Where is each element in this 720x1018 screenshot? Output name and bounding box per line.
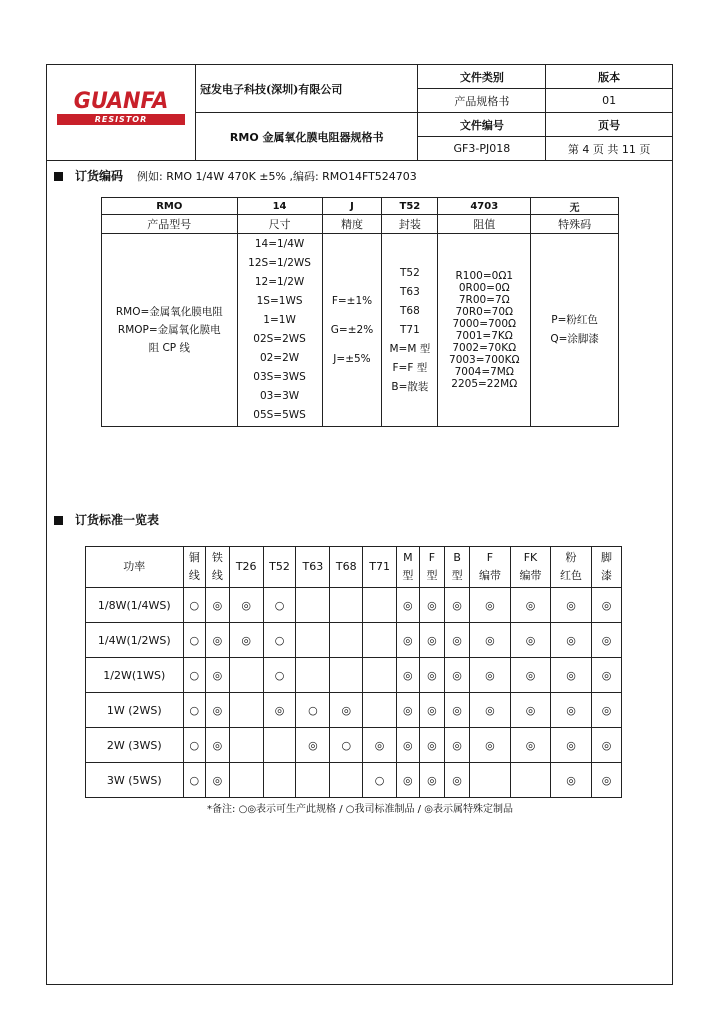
double-circle-icon: ◎ [263,693,296,728]
empty-cell [330,658,363,693]
std-header-line1: T63 [302,560,324,573]
circle-icon: ○ [183,728,206,763]
std-header-line2: 型 [402,569,414,582]
empty-cell [363,658,397,693]
std-header-line2: 线 [188,569,200,582]
package-option: M=M 型 [389,342,431,355]
tolerance-option: J=±5% [333,352,371,365]
std-header-cell [510,547,550,588]
model-option: 阻 CP 线 [148,342,190,354]
resistance-option: 70R0=70Ω [455,306,514,318]
document-header [46,64,673,161]
code-header-cell: 4703 [438,198,531,215]
double-circle-icon: ◎ [551,658,592,693]
size-options [237,234,322,427]
double-circle-icon: ◎ [206,658,230,693]
size-option: 02S=2WS [253,333,306,345]
double-circle-icon: ◎ [592,623,622,658]
double-circle-icon: ◎ [330,693,363,728]
order-code-example: 例如: RMO 1/4W 470K ±5% ,编码: RMO14FT524703 [137,170,417,183]
std-header-cell [330,547,363,588]
double-circle-icon: ◎ [592,658,622,693]
empty-cell [296,658,330,693]
resistance-option: 7002=70KΩ [452,342,517,354]
table-row [86,728,622,763]
code-subheader-cell: 产品型号 [102,215,238,234]
std-header-line1: F [428,551,436,564]
circle-icon: ○ [296,693,330,728]
size-option: 12S=1/2WS [248,257,311,269]
section-title: 订货标准一览表 [75,513,160,527]
std-header-row [86,547,622,588]
size-option: 03S=3WS [253,371,306,383]
std-header-line1: 功率 [123,560,146,573]
empty-cell [330,588,363,623]
logo-cell [47,65,196,161]
std-header-line2: 线 [211,569,223,582]
order-code-table [101,197,619,427]
section-order-standard [54,511,159,528]
model-option: RMOP=金属氧化膜电 [117,324,221,336]
std-header-line1: F [486,551,494,564]
std-header-cell [86,547,184,588]
double-circle-icon: ◎ [419,763,445,798]
double-circle-icon: ◎ [551,588,592,623]
resistance-option: 7R00=7Ω [458,294,510,306]
double-circle-icon: ◎ [592,763,622,798]
document-subject: RMO 金属氧化膜电阻器规格书 [195,113,418,161]
empty-cell [229,763,263,798]
double-circle-icon: ◎ [206,693,230,728]
size-option: 03=3W [259,390,300,402]
table-row [86,658,622,693]
std-header-cell [469,547,510,588]
std-header-line1: T71 [369,560,390,573]
version-value: 01 [546,89,673,113]
std-header-line1: 铁 [211,551,223,564]
double-circle-icon: ◎ [551,728,592,763]
empty-cell [469,763,510,798]
logo-band: RESISTOR [57,114,185,125]
empty-cell [363,623,397,658]
circle-icon: ○ [183,763,206,798]
empty-cell [363,693,397,728]
circle-icon: ○ [183,623,206,658]
std-header-cell [592,547,622,588]
empty-cell [229,693,263,728]
package-option: B=散装 [391,380,429,393]
tolerance-option: G=±2% [330,323,374,336]
code-header-cell: T52 [382,198,438,215]
special-code-options [531,234,619,427]
size-option: 14=1/4W [254,238,305,250]
double-circle-icon: ◎ [419,658,445,693]
double-circle-icon: ◎ [206,588,230,623]
double-circle-icon: ◎ [510,728,550,763]
std-header-line1: T26 [235,560,257,573]
tolerance-options [322,234,382,427]
double-circle-icon: ◎ [363,728,397,763]
table-row [86,763,622,798]
double-circle-icon: ◎ [397,693,420,728]
double-circle-icon: ◎ [592,693,622,728]
power-cell: 2W (3WS) [86,728,184,763]
std-header-cell [419,547,445,588]
package-option: T52 [399,266,420,279]
doc-no-label: 文件编号 [418,113,546,137]
double-circle-icon: ◎ [397,728,420,763]
double-circle-icon: ◎ [551,693,592,728]
power-cell: 1/2W(1WS) [86,658,184,693]
table-row [86,588,622,623]
version-label: 版本 [546,65,673,89]
std-header-line2: 编带 [478,569,501,582]
package-option: T71 [399,323,420,336]
code-subheader-cell: 封装 [382,215,438,234]
double-circle-icon: ◎ [206,728,230,763]
code-header-cell: 无 [531,198,619,215]
resistance-option: 2205=22MΩ [451,378,518,390]
std-header-cell [206,547,230,588]
std-header-line1: M [403,551,413,564]
empty-cell [330,763,363,798]
logo-wordmark: GUANFA [73,88,169,114]
code-subheader-cell: 精度 [322,215,382,234]
resistance-option: 7004=7MΩ [454,366,514,378]
std-header-cell [229,547,263,588]
resistance-option: R100=0Ω1 [455,270,514,282]
double-circle-icon: ◎ [551,623,592,658]
code-header-cell: J [322,198,382,215]
table-row [86,623,622,658]
special-code-option: P=粉红色 [551,314,598,326]
power-cell: 1W (2WS) [86,693,184,728]
double-circle-icon: ◎ [397,588,420,623]
empty-cell [296,623,330,658]
code-subheader-cell: 阻值 [438,215,531,234]
double-circle-icon: ◎ [397,763,420,798]
empty-cell [296,588,330,623]
double-circle-icon: ◎ [397,658,420,693]
special-code-option: Q=涂脚漆 [550,333,599,345]
double-circle-icon: ◎ [445,658,470,693]
std-header-line1: B [453,551,461,564]
std-header-line1: 铜 [188,551,200,564]
double-circle-icon: ◎ [397,623,420,658]
std-header-cell [363,547,397,588]
std-header-cell [296,547,330,588]
model-option: RMO=金属氧化膜电阻 [115,306,223,318]
company-name: 冠发电子科技(深圳)有限公司 [195,65,418,113]
empty-cell [510,763,550,798]
std-header-cell [551,547,592,588]
std-header-line2: 编带 [519,569,542,582]
std-header-line1: FK [523,551,538,564]
double-circle-icon: ◎ [419,693,445,728]
section-title: 订货编码 [75,169,124,183]
doc-no-value: GF3-PJ018 [418,137,546,161]
double-circle-icon: ◎ [206,623,230,658]
empty-cell [229,728,263,763]
empty-cell [296,763,330,798]
std-header-cell [445,547,470,588]
section-order-code [54,167,417,184]
std-header-line1: 脚 [601,551,613,564]
double-circle-icon: ◎ [445,588,470,623]
order-standard-table [85,546,622,798]
bullet-square-icon [54,516,63,525]
std-header-line2: 漆 [601,569,613,582]
table-row [86,693,622,728]
double-circle-icon: ◎ [419,588,445,623]
std-header-cell [183,547,206,588]
circle-icon: ○ [330,728,363,763]
package-option: T68 [399,304,420,317]
power-cell: 3W (5WS) [86,763,184,798]
empty-cell [229,658,263,693]
double-circle-icon: ◎ [229,588,263,623]
power-cell: 1/4W(1/2WS) [86,623,184,658]
std-header-line1: T68 [335,560,357,573]
std-header-line1: T52 [269,560,290,573]
code-header-cell: 14 [237,198,322,215]
std-header-line2: 红色 [560,569,583,582]
code-subheader-cell: 尺寸 [237,215,322,234]
double-circle-icon: ◎ [419,728,445,763]
empty-cell [263,763,296,798]
std-header-line2: 型 [426,569,438,582]
double-circle-icon: ◎ [469,728,510,763]
double-circle-icon: ◎ [469,623,510,658]
double-circle-icon: ◎ [296,728,330,763]
page-label: 页号 [546,113,673,137]
empty-cell [330,623,363,658]
resistance-option: 0R00=0Ω [458,282,510,294]
empty-cell [363,588,397,623]
circle-icon: ○ [263,623,296,658]
std-header-line1: 粉 [565,551,577,564]
size-option: 05S=5WS [253,409,306,421]
double-circle-icon: ◎ [551,763,592,798]
code-header-cell: RMO [102,198,238,215]
code-subheader-cell: 特殊码 [531,215,619,234]
double-circle-icon: ◎ [510,693,550,728]
guanfa-logo [55,88,187,135]
resistance-options [438,234,531,427]
double-circle-icon: ◎ [592,728,622,763]
double-circle-icon: ◎ [510,588,550,623]
model-options [102,234,238,427]
circle-icon: ○ [183,693,206,728]
size-option: 1S=1WS [256,295,303,307]
double-circle-icon: ◎ [419,623,445,658]
double-circle-icon: ◎ [592,588,622,623]
bullet-square-icon [54,172,63,181]
double-circle-icon: ◎ [445,763,470,798]
std-header-cell [397,547,420,588]
std-header-cell [263,547,296,588]
double-circle-icon: ◎ [445,623,470,658]
doc-type-label: 文件类别 [418,65,546,89]
double-circle-icon: ◎ [510,658,550,693]
package-option: F=F 型 [392,361,428,374]
package-option: T63 [399,285,420,298]
size-option: 1=1W [263,314,296,326]
circle-icon: ○ [183,658,206,693]
resistance-option: 7003=700KΩ [449,354,520,366]
circle-icon: ○ [183,588,206,623]
page-value: 第 4 页 共 11 页 [546,137,673,161]
std-header-line2: 型 [451,569,463,582]
package-options [382,234,438,427]
power-cell: 1/8W(1/4WS) [86,588,184,623]
resistance-option: 7000=700Ω [452,318,517,330]
double-circle-icon: ◎ [206,763,230,798]
size-option: 12=1/2W [254,276,305,288]
double-circle-icon: ◎ [445,728,470,763]
double-circle-icon: ◎ [229,623,263,658]
double-circle-icon: ◎ [469,693,510,728]
tolerance-option: F=±1% [331,294,373,307]
size-option: 02=2W [259,352,300,364]
double-circle-icon: ◎ [510,623,550,658]
doc-type-value: 产品规格书 [418,89,546,113]
circle-icon: ○ [263,658,296,693]
double-circle-icon: ◎ [445,693,470,728]
double-circle-icon: ◎ [469,588,510,623]
circle-icon: ○ [363,763,397,798]
legend-note: *备注: ○◎表示可生产此规格 / ○我司标准制品 / ◎表示属特殊定制品 [207,804,513,815]
double-circle-icon: ◎ [469,658,510,693]
circle-icon: ○ [263,588,296,623]
empty-cell [263,728,296,763]
resistance-option: 7001=7KΩ [455,330,513,342]
